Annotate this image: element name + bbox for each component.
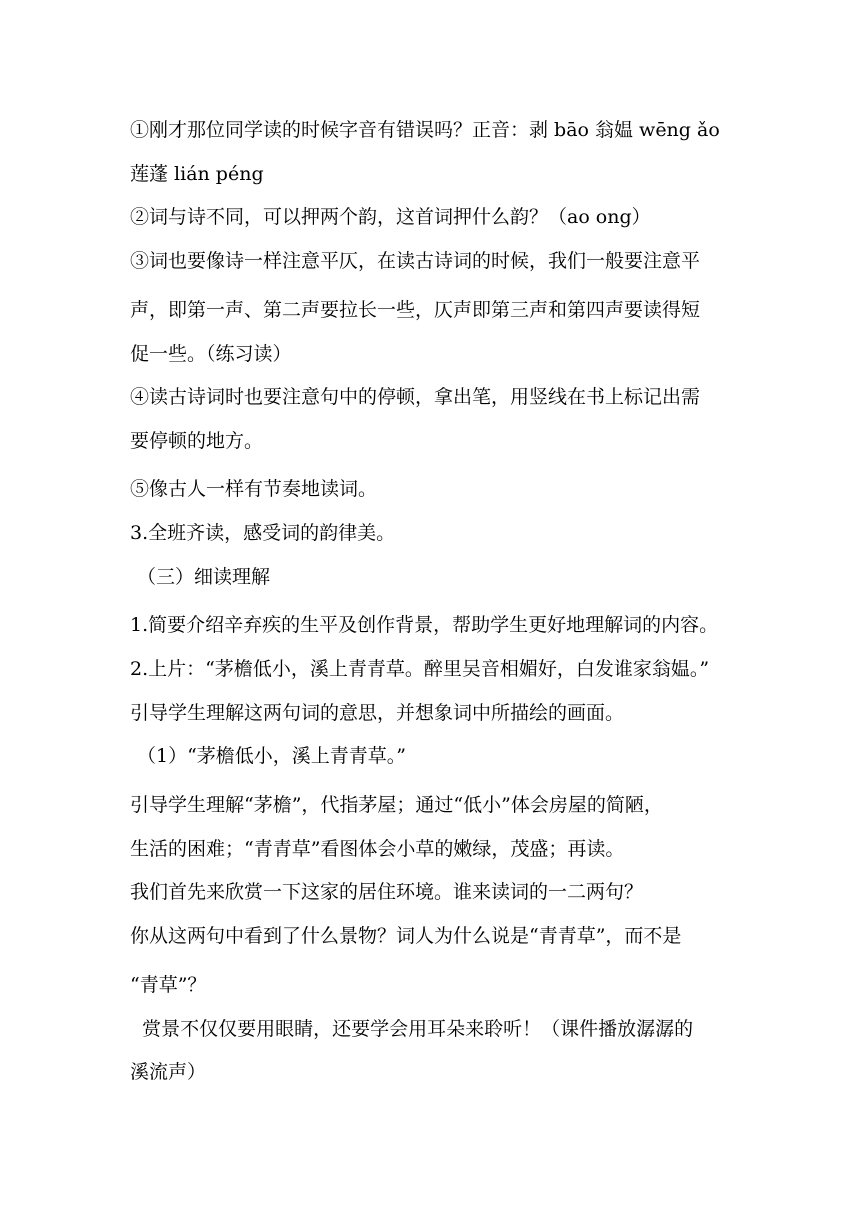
text-line: 我们首先来欣赏一下这家的居住环境。谁来读词的一二两句？ [130,881,644,903]
text-line: 声，即第一声、第二声要拉长一些，仄声即第三声和第四声要读得短 [130,299,701,321]
text-line: ④读古诗词时也要注意句中的停顿，拿出笔，用竖线在书上标记出需 [130,386,701,408]
text-line: 引导学生理解这两句词的意思，并想象词中所描绘的画面。 [130,702,625,724]
text-line: 1.简要介绍辛弃疾的生平及创作背景，帮助学生更好地理解词的内容。 [130,614,719,636]
text-line: 溪流声） [130,1061,207,1083]
text-line: 3.全班齐读，感受词的韵律美。 [130,522,396,544]
text-line: 赏景不仅仅要用眼睛，还要学会用耳朵来聆听！（课件播放潺潺的 [130,1018,694,1040]
text-line: ①刚才那位同学读的时候字音有错误吗？正音：剥 bāo 翁媪 wēng ǎo [130,119,720,141]
text-line: 2.上片：“茅檐低小，溪上青青草。醉里吴音相媚好，白发谁家翁媪。” [130,658,710,680]
section-heading: （三）细读理解 [137,566,271,588]
text-line: 莲蓬 lián péng [130,163,264,185]
text-line: ②词与诗不同，可以押两个韵，这首词押什么韵？（ao ong） [130,206,651,228]
text-line: 你从这两句中看到了什么景物？词人为什么说是“青青草”，而不是 [130,925,682,947]
text-line: 引导学生理解“茅檐”，代指茅屋；通过“低小”体会房屋的简陋， [130,794,663,816]
text-line: “青草”？ [130,974,207,996]
text-line: （1）“茅檐低小，溪上青青草。” [137,745,407,767]
text-line: 要停顿的地方。 [130,430,264,452]
text-line: ⑤像古人一样有节奏地读词。 [130,478,378,500]
text-line: ③词也要像诗一样注意平仄，在读古诗词的时候，我们一般要注意平 [130,250,701,272]
text-line: 生活的困难；“青青草”看图体会小草的嫩绿，茂盛；再读。 [130,838,625,860]
text-line: 促一些。（练习读） [130,343,292,365]
